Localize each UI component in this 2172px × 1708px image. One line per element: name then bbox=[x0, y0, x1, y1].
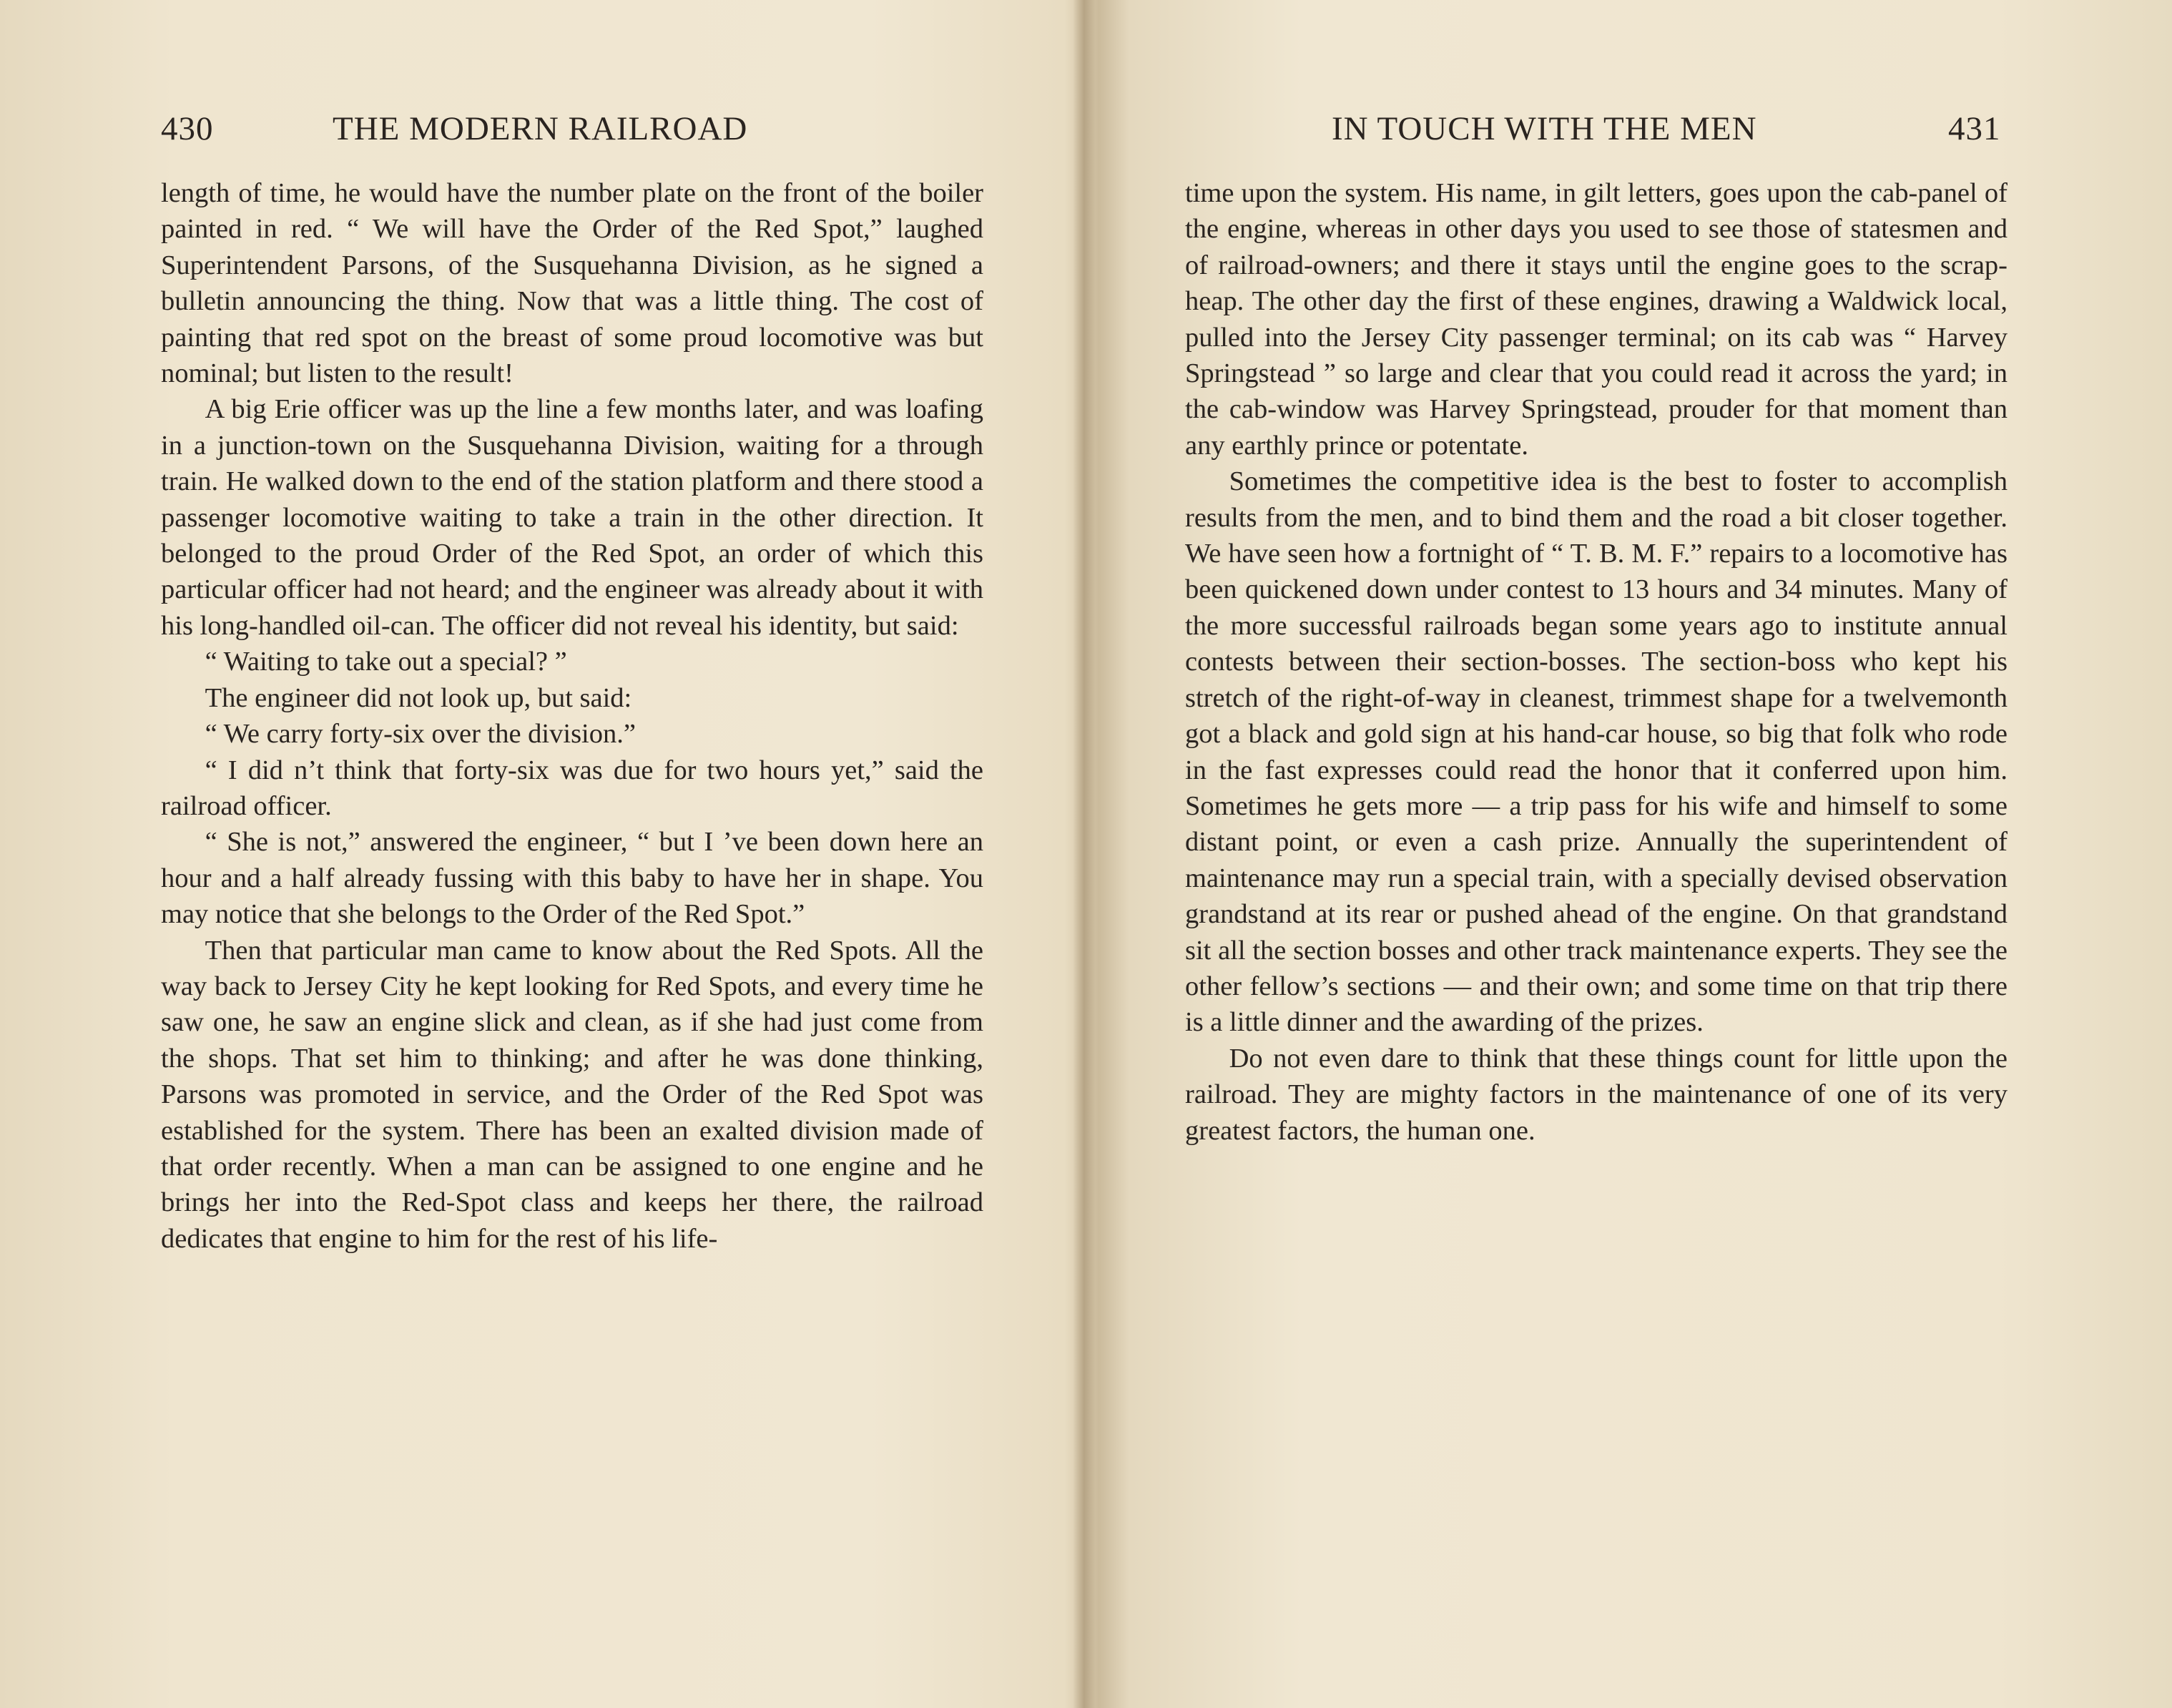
paragraph: The engineer did not look up, but said: bbox=[205, 682, 632, 713]
book-gutter bbox=[1073, 0, 1096, 1708]
page-body bbox=[161, 175, 983, 1257]
paragraph: “ Waiting to take out a special? ” bbox=[205, 647, 567, 677]
paragraph: Sometimes the competitive idea is the best to foster to accomplish results from the men, and to bind them and the road a bit closer together. We have seen how a fortnight of “ T. B. M. F.” repairs to a locomotive has been quickened down under contest to 13 hours and 34 minutes. Many of the more successful railroads began some years ago to institute annual contests between their section-bosses. The section-boss who kept his stretch of the right-of-way in cleanest, trimmest shape for a twelvemonth got a black and gold sign at his hand-car house, so big that folk who rode in the fast expresses could read the honor that it conferred upon him. Sometimes he gets more — a trip pass for his wife and himself to some distant point, or even a cash prize. Annually the superintendent of maintenance may run a special train, with a specially devised observation grandstand at its rear or pushed ahead of the engine. On that grandstand sit all the section bosses and other track maintenance experts. They see the other fellow’s sections — and their own; and some time on that trip there is a little dinner and the awarding of the prizes. bbox=[1185, 466, 2008, 1038]
page-body bbox=[1185, 175, 2008, 1149]
page-number: 431 bbox=[1948, 110, 2001, 147]
page-number: 430 bbox=[161, 110, 214, 147]
running-head: IN TOUCH WITH THE MEN bbox=[1332, 110, 1757, 147]
running-head: THE MODERN RAILROAD bbox=[333, 110, 748, 147]
paragraph: “ She is not,” answered the engineer, “ but I ’ve been down here an hour and a half already fussing with this baby to have her in shape. You may notice that she belongs to the Order of the Red Spot.” bbox=[161, 827, 983, 930]
paragraph: Then that particular man came to know about the Red Spots. All the way back to Jersey City he kept looking for Red Spots, and every time he saw one, he saw an engine slick and clean, as if she had just come from the shops. That set him to thinking; and after he was done thinking, Parsons was promoted in service, and the Order of the Red Spot was established for the system. There has been an exalted division made of that order recently. When a man can be assigned to one engine and he brings her into the Red-Spot class and keeps her there, the railroad dedicates that engine to him for the rest of his life- bbox=[161, 935, 983, 1254]
paragraph: “ We carry forty-six over the division.” bbox=[205, 719, 636, 750]
paragraph: time upon the system. His name, in gilt letters, goes upon the cab-panel of the engine, whereas in other days you used to see those of statesmen and of railroad-owners; and there it stays until the engine goes to the scrap-heap. The other day the first of these engines, drawing a Waldwick local, pulled into the Jersey City passenger terminal; on its cab was “ Harvey Springstead ” so large and clear that you could read it across the yard; in the cab-window was Harvey Springstead, prouder for that moment than any earthly prince or potentate. bbox=[1185, 178, 2008, 461]
paragraph: Do not even dare to think that these things count for little upon the railroad. They are mighty factors in the maintenance of one of its very greatest factors, the human one. bbox=[1185, 1043, 2008, 1146]
paragraph: length of time, he would have the number plate on the front of the boiler painted in red. “ We will have the Order of the Red Spot,” laughed Superintendent Parsons, of the Susquehanna Division, as he signed a bulletin announcing the thing. Now that was a little thing. The cost of painting that red spot on the breast of some proud locomotive was but nominal; but listen to the result! bbox=[161, 178, 983, 389]
right-page bbox=[1096, 0, 2172, 1708]
paragraph: “ I did n’t think that forty-six was due for two hours yet,” said the railroad officer. bbox=[161, 755, 983, 821]
paragraph: A big Erie officer was up the line a few months later, and was loafing in a junction-town on the Susquehanna Division, waiting for a through train. He walked down to the end of the station platform and there stood a passenger locomotive waiting to take a train in the other direction. It belonged to the proud Order of the Red Spot, an order of which this particular officer had not heard; and the engineer was already about it with his long-handled oil-can. The officer did not reveal his identity, but said: bbox=[161, 394, 983, 641]
left-page bbox=[0, 0, 1073, 1708]
